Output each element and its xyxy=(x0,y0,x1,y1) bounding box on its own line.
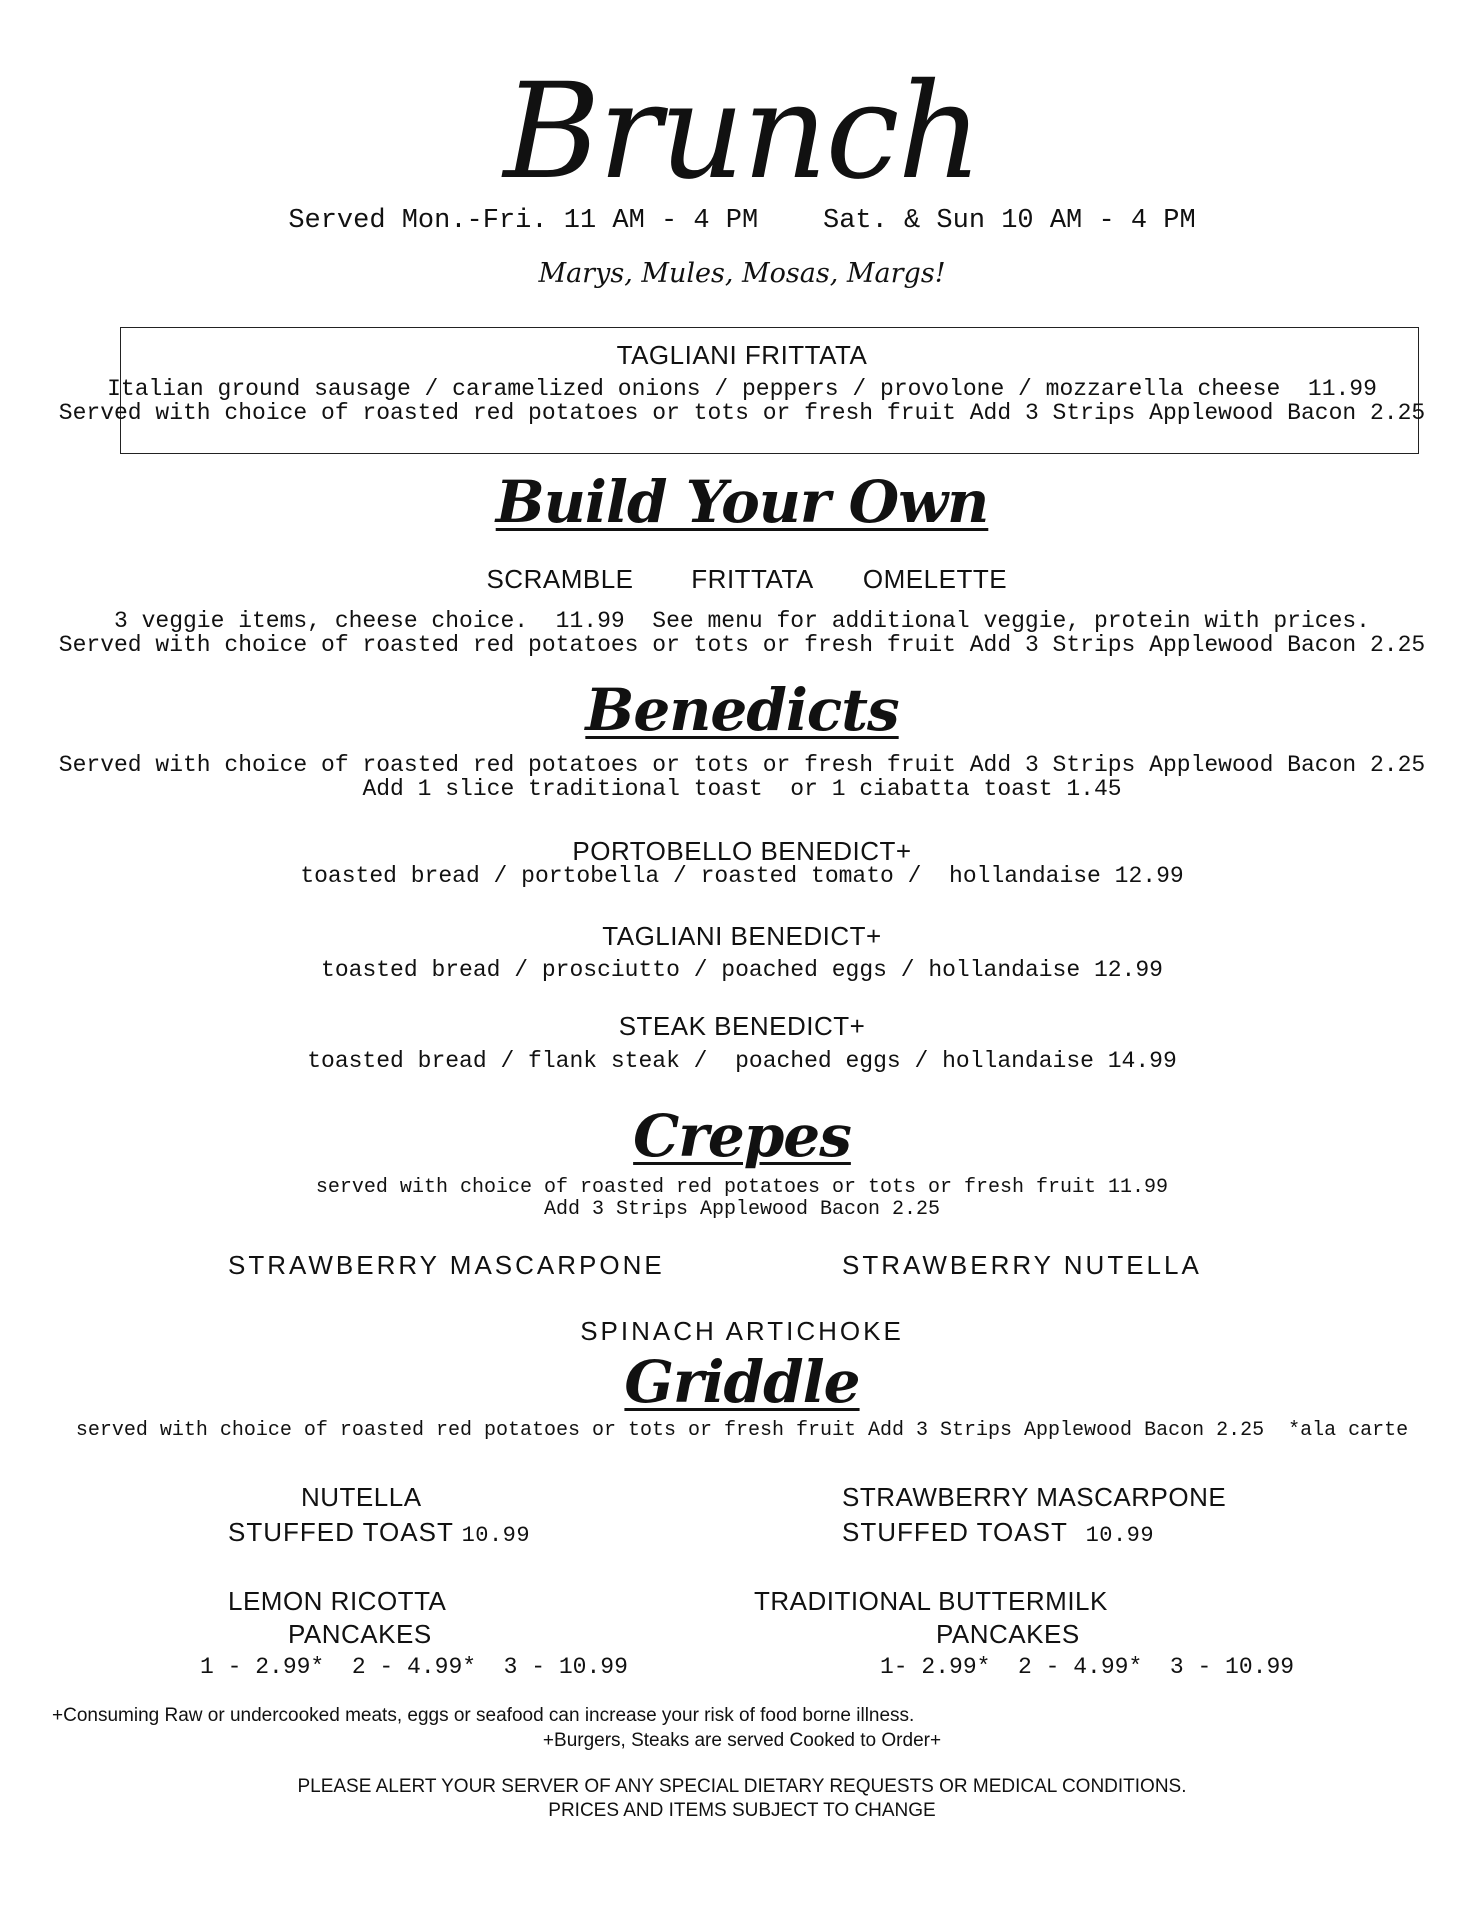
benedict-steak-desc: toasted bread / flank steak / poached eggs / hollandaise 14.99 xyxy=(307,1048,1177,1074)
griddle-sides: served with choice of roasted red potatoes or tots or fresh fruit Add 3 Strips Applewood Bacon 2.25 *ala carte xyxy=(75,1419,1409,1442)
griddle-buttermilk-line2: PANCAKES xyxy=(936,1619,1080,1649)
griddle-lemon-pancakes xyxy=(180,1586,628,1680)
benedict-tagliani-name: TAGLIANI BENEDICT+ xyxy=(602,921,882,951)
option-frittata: FRITTATA xyxy=(691,564,814,594)
build-your-own-details: 3 veggie items, cheese choice. 11.99 See menu for additional veggie, protein with prices. xyxy=(113,608,1370,634)
page-title: Brunch xyxy=(503,55,981,209)
featured-name: TAGLIANI FRITTATA xyxy=(616,340,868,370)
footer-cooked: +Burgers, Steaks are served Cooked to Order+ xyxy=(542,1730,942,1751)
drinks-tagline: Marys, Mules, Mosas, Margs! xyxy=(538,258,946,289)
griddle-nutella-line2: STUFFED TOAST xyxy=(228,1517,454,1547)
griddle-buttermilk-pancakes xyxy=(750,1586,1295,1680)
build-your-own-sides: Served with choice of roasted red potatoes or tots or fresh fruit Add 3 Strips Applewood Bacon 2.25 xyxy=(58,632,1426,658)
griddle-lemon-line2: PANCAKES xyxy=(288,1619,432,1649)
griddle-lemon-prices: 1 - 2.99* 2 - 4.99* 3 - 10.99 xyxy=(200,1654,628,1680)
griddle-strawberry-toast xyxy=(842,1482,1262,1548)
griddle-buttermilk-line1: TRADITIONAL BUTTERMILK xyxy=(754,1586,1108,1616)
crepe-strawberry-mascarpone: STRAWBERRY MASCARPONE xyxy=(228,1250,665,1280)
section-title-crepes: Crepes xyxy=(633,1102,851,1170)
featured-description: Italian ground sausage / caramelized onions / peppers / provolone / mozzarella cheese 11.99 xyxy=(107,376,1377,402)
footer-alert: PLEASE ALERT YOUR SERVER OF ANY SPECIAL DIETARY REQUESTS OR MEDICAL CONDITIONS. xyxy=(297,1776,1187,1797)
benedict-portobello-desc: toasted bread / portobella / roasted tomato / hollandaise 12.99 xyxy=(300,863,1184,889)
option-scramble: SCRAMBLE xyxy=(486,564,634,594)
section-title-build-your-own: Build Your Own xyxy=(495,468,989,536)
crepes-sides: served with choice of roasted red potatoes or tots or fresh fruit 11.99 xyxy=(315,1176,1169,1199)
section-title-griddle: Griddle xyxy=(624,1348,860,1416)
griddle-lemon-line1: LEMON RICOTTA xyxy=(228,1586,447,1616)
benedict-portobello-name: PORTOBELLO BENEDICT+ xyxy=(572,836,912,866)
benedict-steak-name: STEAK BENEDICT+ xyxy=(618,1011,866,1041)
griddle-nutella-toast xyxy=(228,1482,531,1548)
griddle-strawberry-line1: STRAWBERRY MASCARPONE xyxy=(842,1482,1227,1512)
crepe-strawberry-nutella: STRAWBERRY NUTELLA xyxy=(842,1250,1202,1280)
benedict-tagliani-desc: toasted bread / prosciutto / poached eggs / hollandaise 12.99 xyxy=(321,957,1163,983)
section-title-benedicts: Benedicts xyxy=(585,676,899,744)
footer-change: PRICES AND ITEMS SUBJECT TO CHANGE xyxy=(548,1800,936,1821)
featured-sides: Served with choice of roasted red potatoes or tots or fresh fruit Add 3 Strips Applewood Bacon 2.25 xyxy=(58,400,1426,426)
benedicts-sides: Served with choice of roasted red potatoes or tots or fresh fruit Add 3 Strips Applewood Bacon 2.25 xyxy=(58,752,1426,778)
option-omelette: OMELETTE xyxy=(862,564,1008,594)
griddle-strawberry-price: 10.99 xyxy=(1085,1523,1155,1548)
griddle-nutella-price: 10.99 xyxy=(461,1523,531,1548)
footer-warning: +Consuming Raw or undercooked meats, eggs or seafood can increase your risk of food borne illness. xyxy=(52,1705,915,1726)
griddle-strawberry-line2: STUFFED TOAST xyxy=(842,1517,1068,1547)
griddle-nutella-line1: NUTELLA xyxy=(301,1482,422,1512)
crepe-spinach-artichoke: SPINACH ARTICHOKE xyxy=(580,1316,904,1346)
griddle-buttermilk-prices: 1- 2.99* 2 - 4.99* 3 - 10.99 xyxy=(880,1654,1295,1680)
crepes-bacon: Add 3 Strips Applewood Bacon 2.25 xyxy=(543,1198,941,1221)
service-hours: Served Mon.-Fri. 11 AM - 4 PM Sat. & Sun 10 AM - 4 PM xyxy=(288,206,1196,236)
benedicts-toast: Add 1 slice traditional toast or 1 ciabatta toast 1.45 xyxy=(362,776,1122,802)
